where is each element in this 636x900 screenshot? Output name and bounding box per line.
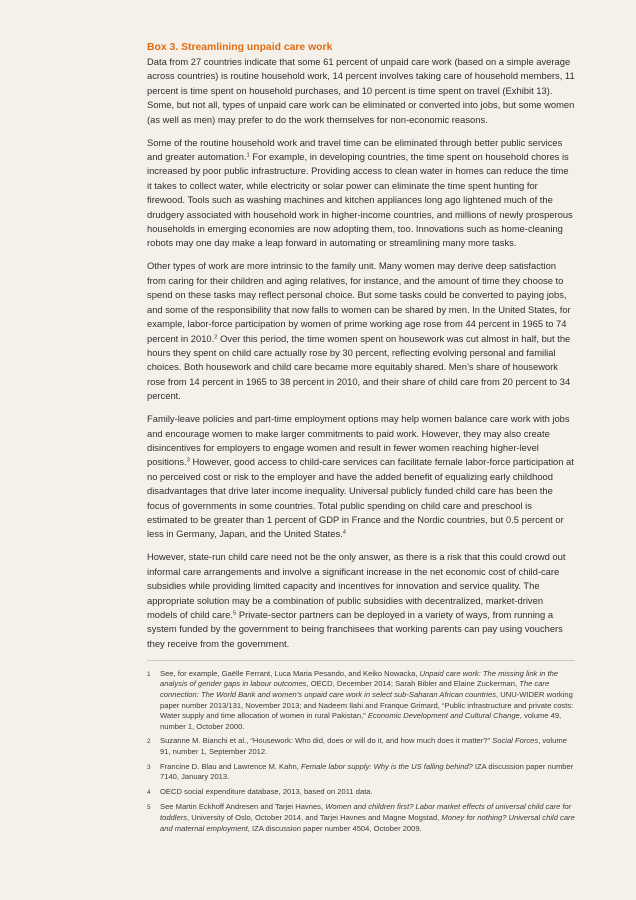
footnote-4 [147,787,575,799]
footnote-number: 1 [147,670,151,678]
footnote-text: See Martin Eckhoff Andresen and Tarjei Havnes, Women and children first? Labor market effects of universal child care for toddlers, University of Oslo, October 2014, and Tarjei Havnes and Magne Mogstad, Money for nothing? Universal child care and maternal employment, IZA discussion paper number 4504, October 2009. [160,802,575,833]
paragraph-2: Some of the routine household work and travel time can be eliminated through better public services and greater automation.$^1$ For example, in developing countries, the time spent on household chores is increased by poor public infrastructure. Providing access to clean water in homes can reduce the time it takes to collect water, while electricity or solar power can eliminate the time spent hunting for firewood. Tools such as washing machines and kitchen appliances long ago lightened much of the drudgery associated with household work in higher-income countries, and millions of newly prosperous households in emerging economies are now adopting them, too. Innovations such as home-cleaning robots may one day make a leap forward in automating or streamlining many more tasks. [147,136,573,249]
footnote-number: 5 [147,804,151,812]
footnotes [147,669,575,834]
box-3-content [147,41,575,838]
footnote-5 [147,802,575,834]
paragraph-4: Family-leave policies and part-time employment options may help women balance care work with jobs and encourage women to make larger commitments to paid work. However, they may also create disincentives for employers to engage women and result in fewer women reaching higher-level positions.$^3$ However, good access to child-care services can facilitate female labor-force participation at no perceived cost or risk to the employer and have the added benefit of equalizing early childhood disadvantages that drive later income inequality. Universal publicly funded child care has been the focus of governments in some countries. Total public spending on child care and preschool is estimated to be greater than 1 percent of GDP in France and the Nordic countries, but 0.5 percent or less in Germany, Japan, and the United States.$^4$ [147,413,574,540]
paragraph-5: However, state-run child care need not be the only answer, as there is a risk that this could crowd out informal care arrangements and involve a significant increase in the net economic cost of child-care subsidies while providing limited capacity and incentives for innovation and service quality. The appropriate solution may be a combination of public subsidies with decentralized, market-driven models of child care.$^5$ Private-sector partners can be deployed in a variety of ways, from running a system funded by the government to being franchisees that working parents can pay using vouchers they receive from the government. [147,551,566,649]
footnote-ref-2[interactable]: 2 [214,334,218,340]
footnote-2 [147,736,575,757]
footnote-text: Francine D. Blau and Lawrence M. Kahn, Female labor supply: Why is the US falling behind? IZA discussion paper number 7140, January 2013. [160,761,574,782]
footnote-text: Suzanne M. Bianchi et al., “Housework: Who did, does or will do it, and how much does it matter?” Social Forces, volume 91, number 1, September 2012. [160,736,567,756]
footnote-ref-3[interactable]: 3 [186,457,190,464]
footnote-ref-4[interactable]: 4 [342,529,347,536]
paragraph-1: Data from 27 countries indicate that some 61 percent of unpaid care work (based on a simple average across countries) is routine household work, 14 percent involves taking care of household members, 11 percent is time spent on household purchases, and 10 percent is time spent on travel (Exhibit 13). Some, but not all, types of unpaid care work can be eliminated or converted into jobs, but some women (as well as men) may prefer to do the work themselves for non-economic reasons. [147,56,575,125]
footnote-divider [147,660,575,661]
footnote-number: 2 [147,738,151,746]
paragraph-3: Other types of work are more intrinsic to the family unit. Many women may derive deep satisfaction from caring for their children and aging relatives, for instance, and the amount of time they choose to spend on these tasks may reflect personal choice. But some tasks could be converted to paying jobs, and some of the responsibility that now falls to women can be shared by men. In the United States, for example, labor-force participation by women of prime working age rose from 44 percent in 1965 to 74 percent in 2010.$^2$ Over this period, the time women spent on housework was cut almost in half, but the hours they spent on child care actually rose by 30 percent, reflecting evolving personal and familial choices. Both housework and child care became more equitably shared. Men’s share of housework rose from 14 percent in 1965 to 38 percent in 2010, and their share of child care from 20 percent to 34 percent. [147,260,571,402]
footnote-number: 4 [147,788,151,796]
footnote-text: OECD social expenditure database, 2013, based on 2011 data. [160,786,373,796]
footnote-text: See, for example, Gaëlle Ferrant, Luca Maria Pesando, and Keiko Nowacka, Unpaid care work: The missing link in the analysis of gender gaps in labour outcomes, OECD, December 2014; Sarah Bibler and Elaine Zuckerman, The care connection: The World Bank and women’s unpaid care work in select sub-Saharan African countries, UNU-WIDER working paper number 2013/131, November 2013; and Nadeem Ilahi and Franque Grimard, “Public infrastructure and private costs: Water supply and time allocation of women in rural Pakistan,” Economic Development and Cultural Change, volume 49, number 1, October 2000. [160,668,574,731]
footnote-1 [147,669,575,733]
footnote-3 [147,762,575,783]
box-title: Box 3. Streamlining unpaid care work [147,42,333,53]
footnote-ref-1[interactable]: 1 [246,152,250,159]
footnote-ref-5[interactable]: 5 [232,610,237,617]
footnote-number: 3 [147,763,151,771]
